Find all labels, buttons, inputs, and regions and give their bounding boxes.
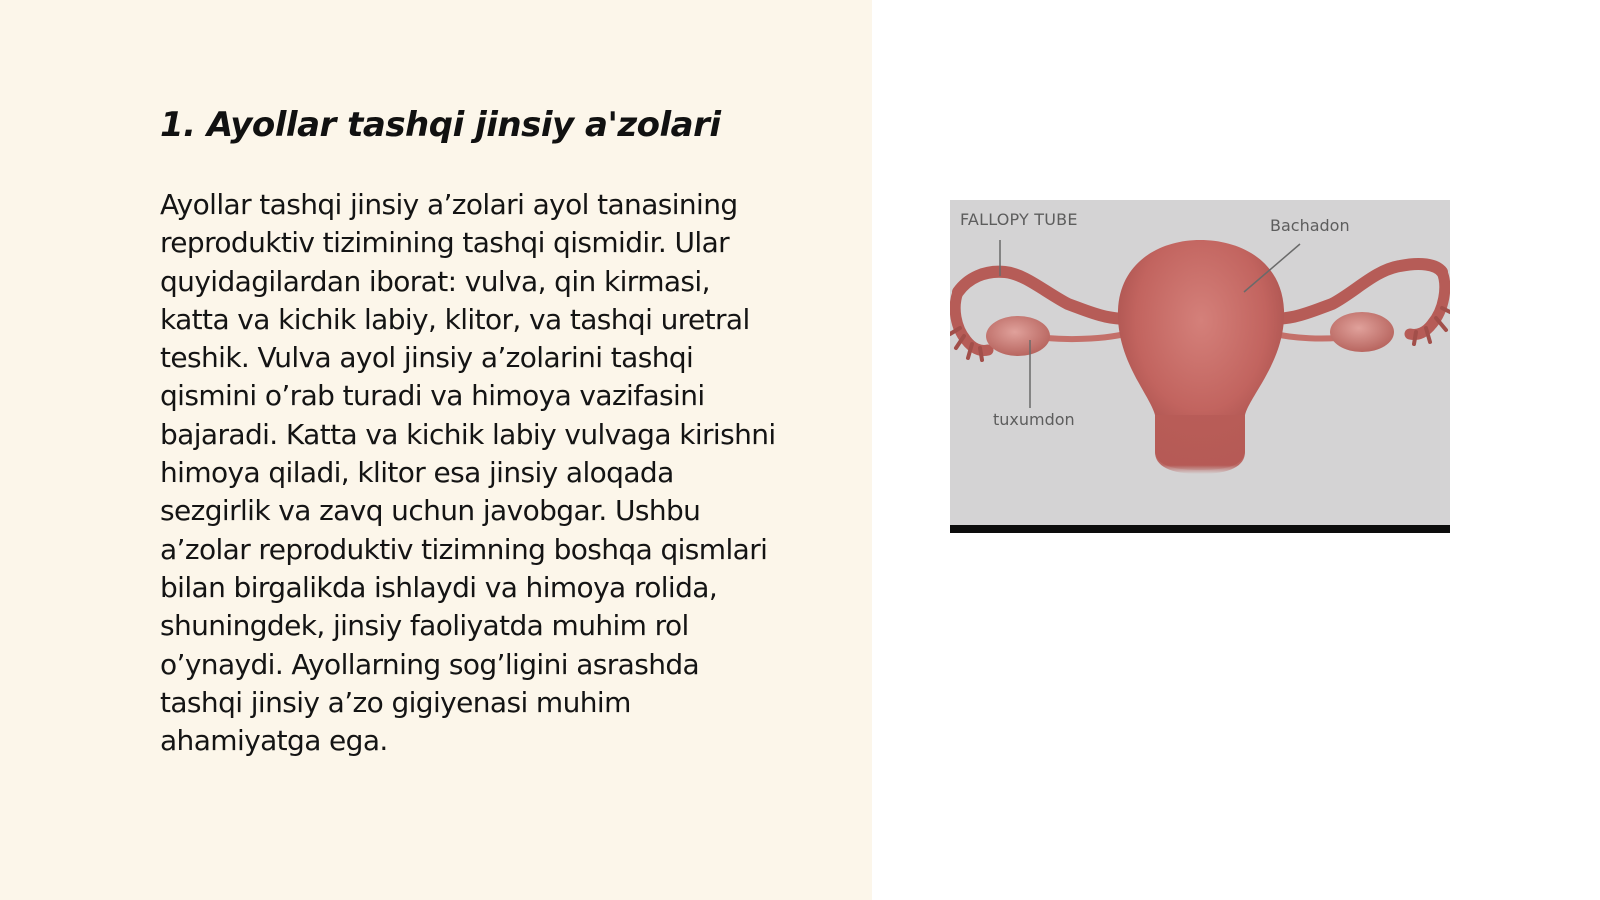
slide-title: 1. Ayollar tashqi jinsiy a'zolari <box>160 105 721 145</box>
body-line: quyidagilardan iborat: vulva, qin kirmasi, <box>160 264 710 298</box>
body-line: sezgirlik va zavq uchun javobgar. Ushbu <box>160 494 701 528</box>
body-line: reproduktiv tizimining tashqi qismidir. Ular <box>160 226 730 260</box>
right-tube <box>1260 264 1442 319</box>
fallopian-tube-label: FALLOPY TUBE <box>960 210 1078 229</box>
uterus-label: Bachadon <box>1270 216 1350 235</box>
body-line: bilan birgalikda ishlaydi va himoya rolida, <box>160 570 718 604</box>
body-line: a’zolar reproduktiv tizimning boshqa qismlari <box>160 532 768 566</box>
left-ovary <box>986 316 1050 356</box>
body-line: o’ynaydi. Ayollarning sog’ligini asrashda <box>160 647 700 681</box>
body-text <box>160 186 850 760</box>
body-line: tashqi jinsiy a’zo gigiyenasi muhim <box>160 685 631 719</box>
left-tube <box>958 272 1140 319</box>
body-line: qismini o’rab turadi va himoya vazifasini <box>160 379 705 413</box>
right-ovary <box>1330 312 1394 352</box>
body-line: shuningdek, jinsiy faoliyatda muhim rol <box>160 609 689 643</box>
body-line: bajaradi. Katta va kichik labiy vulvaga kirishni <box>160 417 776 451</box>
uterus-diagram-image <box>950 200 1450 533</box>
body-line: ahamiyatga ega. <box>160 724 388 758</box>
ovary-label: tuxumdon <box>993 410 1075 429</box>
uterus-illustration <box>950 200 1450 533</box>
body-line: teshik. Vulva ayol jinsiy a’zolarini tashqi <box>160 341 694 375</box>
body-line: Ayollar tashqi jinsiy a’zolari ayol tanasining <box>160 188 738 221</box>
body-line: himoya qiladi, klitor esa jinsiy aloqada <box>160 456 674 490</box>
body-line: katta va kichik labiy, klitor, va tashqi uretral <box>160 302 750 336</box>
image-bottom-bar <box>950 525 1450 533</box>
